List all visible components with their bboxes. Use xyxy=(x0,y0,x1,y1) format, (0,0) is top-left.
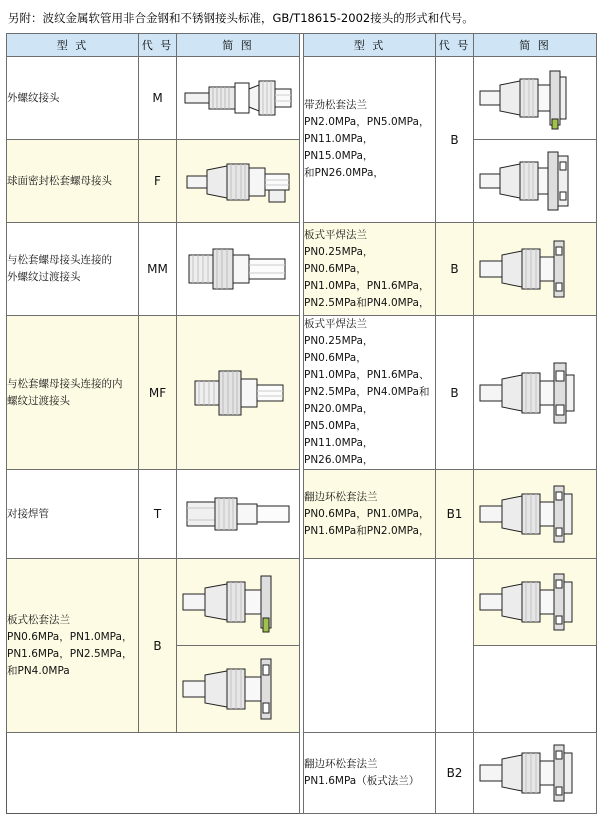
type-cell-right-4 xyxy=(304,733,436,814)
type-cell-right-2 xyxy=(304,316,436,470)
code-cell-right-4: B2 xyxy=(436,733,474,814)
type-line: PN1.6MPa和PN2.0MPa， xyxy=(304,524,430,537)
type-line: PN0.25MPa，PN0.6MPa， xyxy=(304,245,374,275)
figure-cell-left-5a xyxy=(177,559,300,646)
type-cell-left-2 xyxy=(7,223,139,316)
spherical-seal-union-nut-icon xyxy=(179,146,297,216)
header-type-right: 型 式 xyxy=(304,34,436,57)
male-thread-transition-icon xyxy=(179,229,297,309)
plate-loose-flange-icon-2 xyxy=(179,649,297,729)
figure-cell-right-2 xyxy=(474,316,597,470)
figure-cell-left-0 xyxy=(177,57,300,140)
type-line: PN20.0MPa，PN5.0MPa， xyxy=(304,403,374,432)
type-line: PN1.6MPa，PN2.5MPa， xyxy=(7,647,133,660)
figure-cell-left-3 xyxy=(177,316,300,470)
header-code-left: 代 号 xyxy=(139,34,177,57)
type-line: 与松套螺母接头连接的 xyxy=(7,254,112,266)
header-code-right: 代 号 xyxy=(436,34,474,57)
type-line: PN2.5MPa，PN4.0MPa和 xyxy=(304,386,430,398)
code-cell-left-2: MM xyxy=(139,223,177,316)
code-cell-left-0: M xyxy=(139,57,177,140)
type-cell-right-1 xyxy=(304,223,436,316)
type-cell-right-3 xyxy=(304,470,436,559)
type-line: 和PN4.0MPa xyxy=(7,664,70,677)
header-type-left: 型 式 xyxy=(7,34,139,57)
type-cell-left-1 xyxy=(7,140,139,223)
type-line: 螺纹过渡接头 xyxy=(7,394,70,407)
type-cell-left-4 xyxy=(7,470,139,559)
type-line: 带劲松套法兰 xyxy=(304,99,367,111)
lap-joint-flange-icon xyxy=(476,472,594,556)
type-line: PN1.6MPa（板式法兰） xyxy=(304,775,420,787)
code-cell-right-3: B1 xyxy=(436,470,474,559)
figure-cell-left-4 xyxy=(177,470,300,559)
figure-cell-right-3b xyxy=(474,559,597,646)
type-line: PN1.0MPa，PN1.6MPa、 xyxy=(304,369,430,381)
code-cell-left-4: T xyxy=(139,470,177,559)
type-line: 板式平焊法兰 xyxy=(304,318,367,330)
female-thread-transition-icon xyxy=(179,353,297,433)
type-line: 翻边环松套法兰 xyxy=(304,490,378,503)
type-line: PN0.25MPa，PN0.6MPa， xyxy=(304,335,374,364)
header-figure-right: 简 图 xyxy=(474,34,597,57)
figure-cell-left-5b xyxy=(177,646,300,733)
butt-weld-pipe-icon xyxy=(179,476,297,552)
type-cell-left-5 xyxy=(7,559,139,733)
ribbed-loose-flange-icon-2 xyxy=(476,142,594,220)
type-line: PN2.5MPa和PN4.0MPa， xyxy=(304,296,430,309)
type-cell-right-0 xyxy=(304,57,436,223)
plate-slip-on-flange-icon xyxy=(476,229,594,309)
type-cell-left-0 xyxy=(7,57,139,140)
figure-cell-right-0a xyxy=(474,57,597,140)
type-line: PN0.6MPa，PN1.0MPa， xyxy=(7,630,133,643)
page-caption: 另附：波纹金属软管用非合金钢和不锈钢接头标准，GB/T18615-2002接头的形式和代号。 xyxy=(8,11,474,25)
type-line: 板式平焊法兰 xyxy=(304,228,367,241)
type-line: 翻边环松套法兰 xyxy=(304,758,378,770)
type-line: PN11.0MPa，PN15.0MPa， xyxy=(304,133,374,162)
figure-cell-right-0b xyxy=(474,140,597,223)
table-header-row xyxy=(7,34,597,57)
type-line: 外螺纹过渡接头 xyxy=(7,271,81,283)
connector-types-table xyxy=(6,33,597,814)
figure-cell-right-1 xyxy=(474,223,597,316)
type-line: 对接焊管 xyxy=(7,507,49,520)
plate-slip-on-flange-hp-icon xyxy=(476,345,594,441)
figure-cell-left-1 xyxy=(177,140,300,223)
type-line: 球面密封松套螺母接头 xyxy=(7,174,112,187)
type-line: 与松套螺母接头连接的内 xyxy=(7,377,123,390)
ribbed-loose-flange-icon xyxy=(476,59,594,137)
code-cell-right-1: B xyxy=(436,223,474,316)
figure-cell-right-4 xyxy=(474,733,597,814)
type-line: 外螺纹接头 xyxy=(7,91,60,104)
type-cell-left-3 xyxy=(7,316,139,470)
type-line: PN0.6MPa，PN1.0MPa， xyxy=(304,507,430,520)
lap-joint-flange-icon-2 xyxy=(476,562,594,642)
code-cell-left-5: B xyxy=(139,559,177,733)
threaded-male-connector-icon xyxy=(179,63,297,133)
type-line: PN1.0MPa，PN1.6MPa， xyxy=(304,279,430,292)
figure-cell-left-2 xyxy=(177,223,300,316)
code-cell-left-1: F xyxy=(139,140,177,223)
figure-cell-right-3 xyxy=(474,470,597,559)
header-figure-left: 简 图 xyxy=(177,34,300,57)
code-cell-right-0: B xyxy=(436,57,474,223)
plate-loose-flange-icon xyxy=(179,562,297,642)
code-cell-right-2: B xyxy=(436,316,474,470)
type-line: PN2.0MPa，PN5.0MPa， xyxy=(304,116,430,128)
lap-joint-flange-plate-icon xyxy=(476,735,594,811)
type-line: 和PN26.0MPa， xyxy=(304,167,384,179)
code-cell-left-3: MF xyxy=(139,316,177,470)
type-line: PN11.0MPa，PN26.0MPa， xyxy=(304,437,374,466)
type-line: 板式松套法兰 xyxy=(7,613,70,626)
